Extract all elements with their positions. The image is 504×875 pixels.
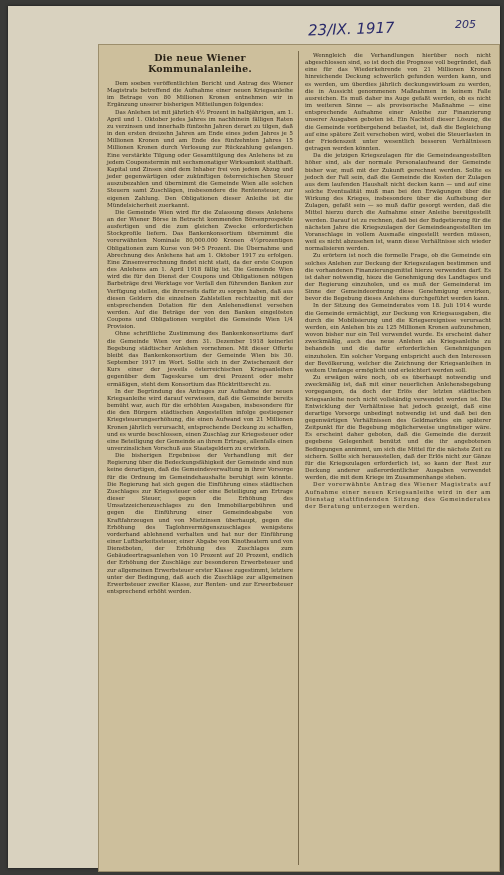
article-headline: Die neue Wiener Kommunalanleihe. <box>148 53 252 75</box>
paragraph: Die Gemeinde Wien wird für die Zulassung dieses Anlehens an der Wiener Börse in Betracht kommenden Börsenprospekte ausfertigen und die zum gleichen Zwecke erforderlichen Stockprofile liefern. Das Bankenkonsortium übernimmt die vorerwähnten Nominale 80,000.000 Kronen 4½prozentigen Obligationen zum Kurse von 94·5 Prozent. Die Übernahme und Abrechnung des Anlehens hat am 1. Oktober 1917 zu erfolgen. Eine Zinsenverrechnung findet nicht statt, da der erste Coupon des Anlehens am 1. April 1918 fällig ist. Die Gemeinde Wien wird die für den Dienst der Coupons und Obligationen nötigen Barbeträge drei Werktage vor Verfall den führenden Banken zur Verfügung stellen, die ihrerseits dafür zu sorgen haben, daß aus diesen Geldern die einzelnen Zahlstellen rechtzeitig mit der entsprechenden Dotation für den Anlehensdienst versehen werden. Auf die Beträge der von den Banken eingelösten Coupons und Obligationen vergütet die Gemeinde Wien 1/4 Provision. <box>107 209 293 331</box>
paragraph: Wenngleich die Verhandlungen hierüber noch nicht abgeschlossen sind, so ist doch die Prognose voll begründet, daß eine für das Wiederkehrende von 21 Millionen Kronen hinreichende Deckung schwerlich gefunden werden kann, und es werden, um überdies jährlich deckungswirksam zu werden, die in Aussicht genommenen Maßnahmen in keinem Falle ausreichen. Es muß daher ins Auge gefaßt werden, ob es nicht im weiteren Sinne — als provisorische Maßnahme — eine entsprechende Aufnahme einer Anleihe zur Finanzierung unserer Ausgaben geboten ist. Ein Nachteil dieser Lösung, die die Gemeinde vorübergehend belastet, ist, daß die Begleichung auf eine spätere Zeit verschoben wird, wobei die Steuerlasten in der Friedenszeit unter wesentlich besseren Verhältnissen getragen werden könnten. <box>305 53 491 153</box>
paragraph: Dem soeben veröffentlichten Bericht und Antrag des Wiener Magistrats betreffend die Aufnahme einer neuen Kriegsanleihe im Betrage von 80 Millionen Kronen entnehmen wir in Ergänzung unserer bisherigen Mitteilungen folgendes: <box>107 81 293 109</box>
paragraph: Die bisherigen Ergebnisse der Verhandlung mit der Regierung über die Bedeckungsfähigkeit der Gemeinde sind nun keine derartigen, daß die Gemeindeverwaltung in ihrer Vorsorge für die Ordnung im Gemeindehaushalte beruhigt sein könnte. Die Regierung hat sich gegen die Einführung eines städtischen Zuschlages zur Kriegssteuer oder eine Beteiligung am Ertrage dieser Steuer, gegen die Erhöhung des Umsatzzeichenzuschlages zu den Immobiliargebühren und gegen die Einführung einer Gemeindeabgabe von Kraftfahrzeugen und von Mietzinsen überhaupt, gegen die Erhöhung des Taglohnvermögenszuschlages wenigstens vorderhand ablehnend verhalten und hat nur der Einführung einer Luftbarkeitssteuer, einer Abgabe von Kinotheatern und von Dienstboten, der Erhöhung des Zuschlages zum Gebäudeertragsanlehen von 10 Prozent auf 20 Prozent, endlich der Erhöhung der Zuschläge zur besonderen Erwerbsteuer und zur allgemeinen Erwerbsteuer erster Klasse zugestimmt, letztere unter der Bedingung, daß auch die Zuschläge zur allgemeinen Erwerbsteuer zweiter Klasse, zur Renten- und zur Erwerbsteuer entsprechend erhöht werden. <box>107 453 294 596</box>
left-column <box>107 53 293 596</box>
paragraph: In der Sitzung des Gemeinderates vom 18. Juli 1914 wurde die Gemeinde ermächtigt, zur Deckung von Kriegsausgaben, die durch die Mobilisierung und die Kriegsereignisse verursacht werden, ein Anlehen bis zu 125 Millionen Kronen aufzunehmen, wovon bisher nur ein Teil verwendet wurde. Es erscheint daher zweckmäßig, auch das neue Anlehen als Kriegsanleihe zu behandeln und die dafür erforderlichen Genehmigungen einzuholen. Ein solcher Vorgang entspricht auch den Interessen der Bevölkerung, welcher die Zeichnung der Kriegsanleihen in weitem Umfange ermöglicht und erleichtert werden soll. <box>305 303 491 374</box>
paragraph: Da die jetzigen Kriegszulagen für die Gemeindeangestellten höher sind, als der normale Personalaufwand der Gemeinde bisher war, muß mit der Zukunft gerechnet werden. Sollte es jedoch der Fall sein, daß die Gemeinde die Kosten der Zulagen aus dem laufenden Haushalt nicht decken kann — und auf eine solche Eventualität muß man bei den Erwägungen über die Wirkung des Krieges, insbesondere über die Aufhebung der Zulagen, gefaßt sein — so muß dafür gesorgt werden, daß die Mittel hierzu durch die Aufnahme einer Anleihe bereitgestellt werden. Darauf ist zu rechnen, daß bei der Budgetierung für die nächsten Jahre die Kriegszulagen der Gemeindeangestellten im Voranschlage in vollem Ausmaße eingestellt werden müssen, weil es nicht abzusehen ist, wann diese Verhältnisse sich wieder normalisieren werden. <box>305 153 491 253</box>
column-divider <box>298 51 299 865</box>
paragraph: Zu erörtern ist noch die formelle Frage, ob die Gemeinde ein solches Anlehen zur Deckung der Kriegszulagen bestimmen und die vorhandenen Finanzierungsmittel hierzu verwenden darf. Es ist daher notwendig, hiezu die Genehmigung des Landtages und der Regierung einzuholen, und es muß der Gemeinderat im Sinne der Gemeindeordnung diese Genehmigung erwirken, bevor die Begebung dieses Anlehens durchgeführt werden kann. <box>305 253 491 303</box>
right-column <box>305 53 491 511</box>
paragraph: Das Anlehen ist mit jährlich 4½ Prozent in halbjährigen, am 1. April und 1. Oktober jedes Jahres im nachhinein fälligen Raten zu verzinsen und innerhalb fünfzehn Jahren derart zu tilgen, daß in den ersten dreizehn Jahren am Ende eines jeden Jahres je 5 Millionen Kronen und am Ende des fünfzehnten Jahres 15 Millionen Kronen durch Verlosung zur Rückzahlung gelangen. Eine verstärkte Tilgung oder Gesamttilgung des Anlehens ist zu jedem Couponstermin mit sechsmonatiger Wirksamkeit statthaft. Kapital und Zinsen sind dem Inhaber frei von jedem Abzug und jeder gegenwärtigen oder zukünftigen österreichischen Steuer auszubezahlen und übernimmt die Gemeinde Wien alle solchen Steuern samt Zuschlägen, insbesondere die Rentensteuer, zur eigenen Zahlung. Den Obligationen dieser Anleihe ist die Mündelsicherheit zuerkannt. <box>107 109 293 209</box>
page-number: 205 <box>455 18 476 31</box>
newspaper-clipping <box>98 44 500 872</box>
archive-sheet <box>8 6 500 868</box>
paragraph: Ohne schriftliche Zustimmung des Bankenkonsortiums darf die Gemeinde Wien vor dem 31. Dezember 1918 keinerlei Begebung städtischer Anlehen vornehmen. Mit dieser Offerte bleibt das Bankenkonsortium der Gemeinde Wien bis 30. September 1917 im Wort. Sollte sich in der Zwischenzeit der Kurs einer der jeweils österreichischen Kriegsanleihen gegenüber dem Tageskurse um drei Prozent oder mehr ermäßigen, steht dem Konsortium das Rücktrittsrecht zu. <box>107 331 293 388</box>
paragraph: In der Begründung des Antrages zur Aufnahme der neuen Kriegsanleihe wird darauf verwiesen, daß die Gemeinde bereits bemüht war, auch für die erhöhten Ausgaben, insbesondere für die den Bürgern städtischen Angestellten infolge gestiegener Kriegsteuerungserhöhung, die einen Aufwand von 21 Millionen Kronen jährlich verursacht, entsprechende Deckung zu schaffen, und es wurde beschlossen, einen Zuschlag zur Kriegssteuer oder eine Beteiligung der Gemeinde an ihrem Ertrage, allenfalls einen unverzinslichen Vorschuß aus Staatsgeldern zu erwirken. <box>107 388 293 452</box>
paragraph: Zu erwägen wäre noch, ob es überhaupt notwendig und zweckmäßig ist, daß mit einer neuerlichen Anlehensbegebung vorgegangen, da doch der Erlös der letzten städtischen Kriegsanleihe noch nicht vollständig verwendet worden ist. Die Entwicklung der Verhältnisse hat jedoch gezeigt, daß eine derartige Vorsorge unbedingt notwendig ist und daß bei den gegenwärtigen Verhältnissen des Geldmarktes ein späterer Zeitpunkt für die Begebung möglicherweise ungünstiger wäre. Es erscheint daher geboten, daß die Gemeinde die derzeit gegebene Gelegenheit benützt und die ihr angebotenen Bedingungen annimmt, um sich die Mittel für die nächste Zeit zu sichern. Sollte sich herausstellen, daß der Erlös nicht zur Gänze für die Kriegszulagen erforderlich ist, so kann der Rest zur Deckung anderer außerordentlicher Ausgaben verwendet werden, die mit dem Kriege im Zusammenhange stehen. <box>305 375 491 482</box>
closing-paragraph: Der vorerwähnte Antrag des Wiener Magistrats auf Aufnahme einer neuen Kriegsanleihe wird in der am Dienstag stattfindenden Sitzung des Gemeinderates der Beratung unterzogen werden. <box>305 482 491 510</box>
handwritten-date: 23/IX. 1917 <box>307 18 395 40</box>
